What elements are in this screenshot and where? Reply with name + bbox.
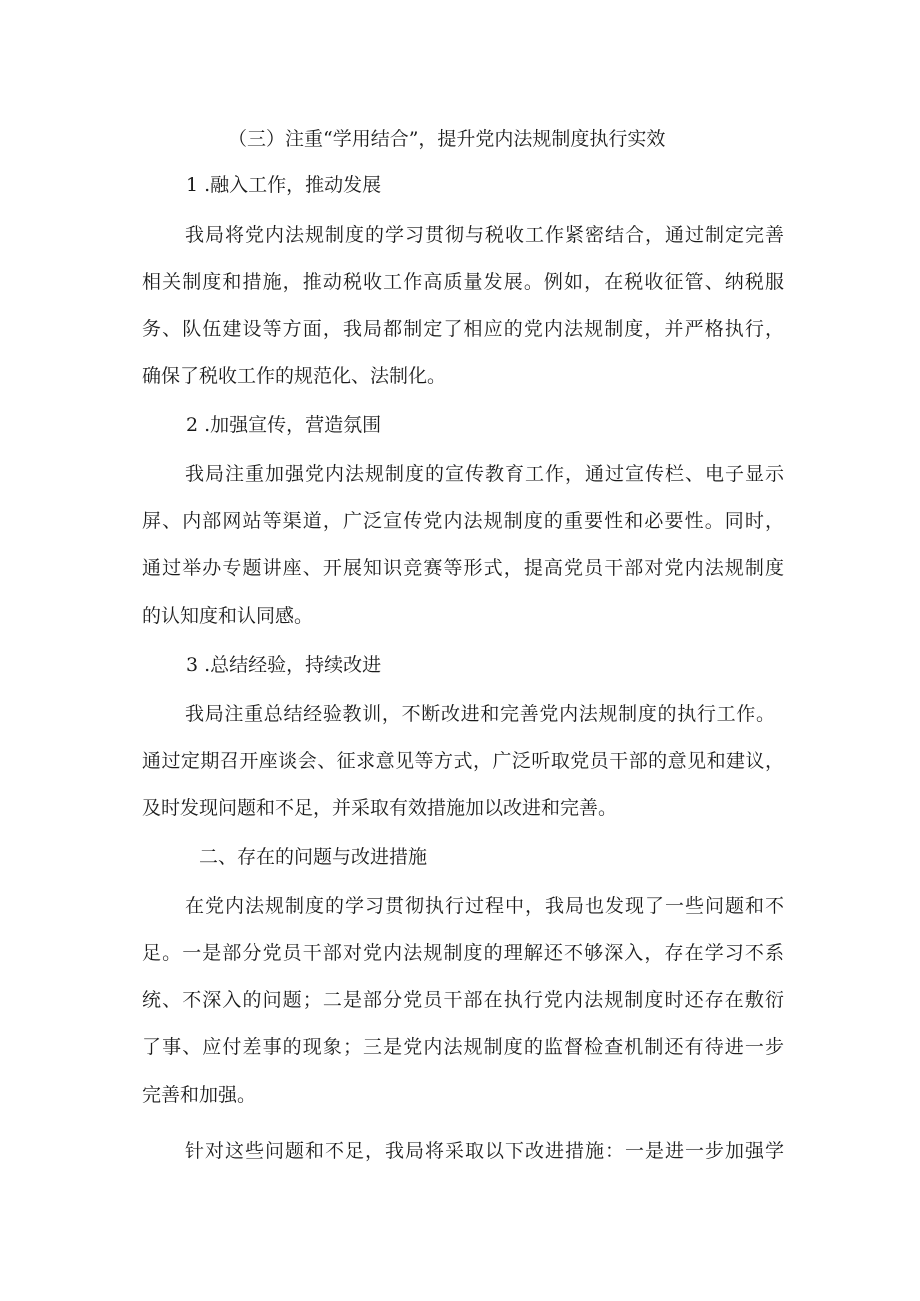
section-two-title: 二、存在的问题与改进措施 [199,846,428,868]
section-two-p1-line-2: 足。一是部分党员干部对党内法规制度的理解还不够深入，存在学习不系 [142,942,784,964]
item-3-line-2: 通过定期召开座谈会、征求意见等方式，广泛听取党员干部的意见和建议， [142,750,784,772]
section-two-p2-line-1: 针对这些问题和不足，我局将采取以下改进措施：一是进一步加强学 [185,1140,784,1162]
section-two-p1-line-5: 完善和加强。 [142,1084,257,1106]
item-2-heading: 2 .加强宣传，营造氛围 [186,414,382,436]
section-three-title: （三）注重“学用结合”，提升党内法规制度执行实效 [228,128,666,150]
item-1-line-3: 务、队伍建设等方面，我局都制定了相应的党内法规制度，并严格执行， [142,318,784,340]
item-1-line-1: 我局将党内法规制度的学习贯彻与税收工作紧密结合，通过制定完善 [185,224,784,246]
item-3-heading: 3 .总结经验，持续改进 [186,654,382,676]
item-2-line-2: 屏、内部网站等渠道，广泛宣传党内法规制度的重要性和必要性。同时， [142,510,784,532]
item-3-line-1: 我局注重总结经验教训，不断改进和完善党内法规制度的执行工作。 [185,703,775,725]
section-two-p1-line-1: 在党内法规制度的学习贯彻执行过程中，我局也发现了一些问题和不 [185,895,784,917]
item-3-line-3: 及时发现问题和不足，并采取有效措施加以改进和完善。 [142,797,618,819]
section-two-p1-line-4: 了事、应付差事的现象；三是党内法规制度的监督检查机制还有待进一步 [142,1036,784,1058]
item-2-line-3: 通过举办专题讲座、开展知识竞赛等形式，提高党员干部对党内法规制度 [142,557,784,579]
item-1-line-2: 相关制度和措施，推动税收工作高质量发展。例如，在税收征管、纳税服 [142,271,784,293]
section-two-p1-line-3: 统、不深入的问题；二是部分党员干部在执行党内法规制度时还存在敷衍 [142,989,784,1011]
item-2-line-1: 我局注重加强党内法规制度的宣传教育工作，通过宣传栏、电子显示 [185,463,784,485]
item-2-line-4: 的认知度和认同感。 [142,605,314,627]
item-1-heading: 1 .融入工作，推动发展 [186,174,382,196]
item-1-line-4: 确保了税收工作的规范化、法制化。 [142,365,447,387]
